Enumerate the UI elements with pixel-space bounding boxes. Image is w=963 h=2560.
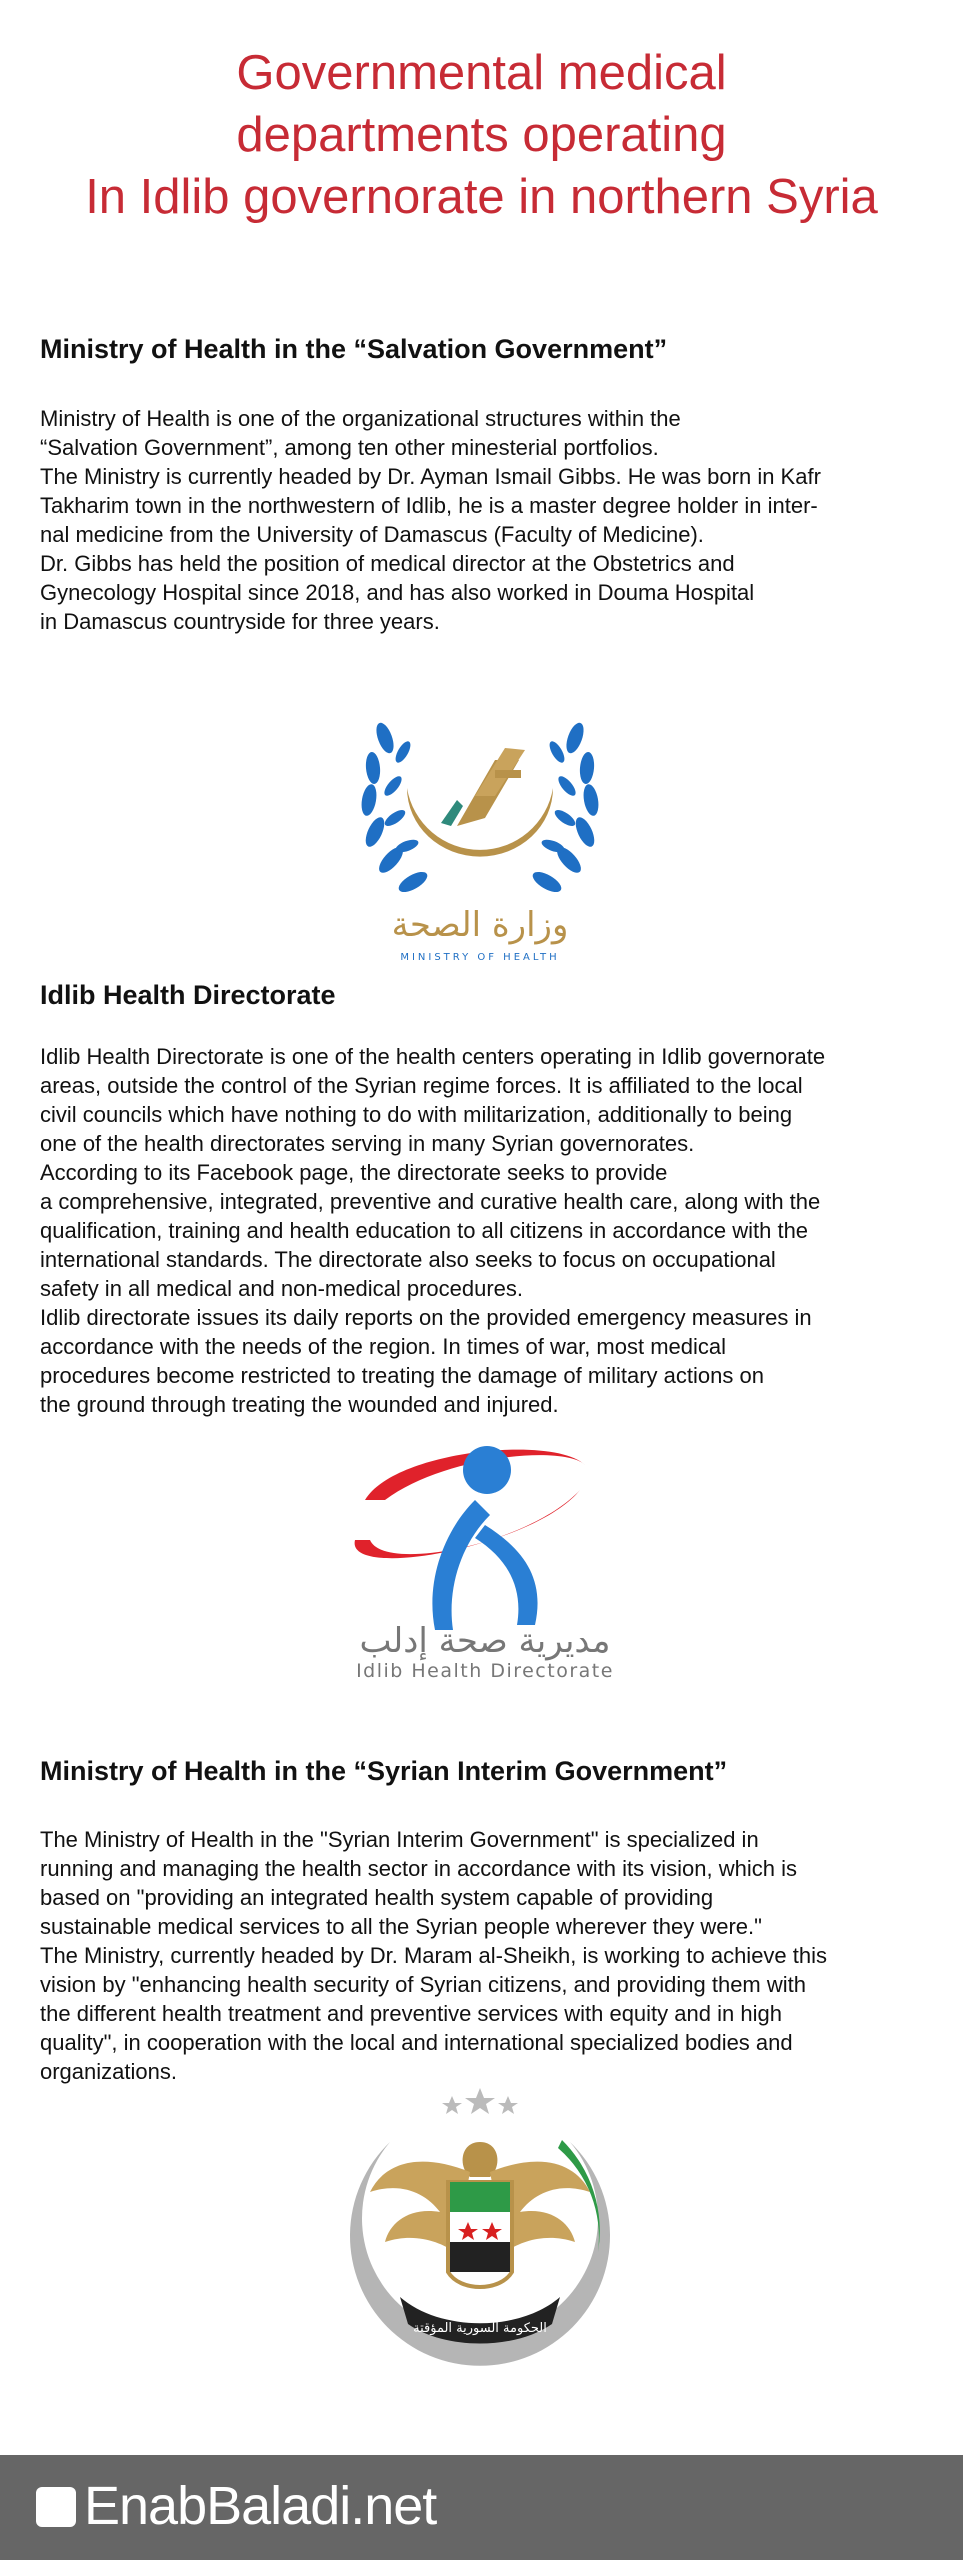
body-line: The Ministry is currently headed by Dr. Ayman Ismail Gibbs. He was born in Kafr <box>40 464 821 489</box>
body-line: nal medicine from the University of Damascus (Faculty of Medicine). <box>40 522 704 547</box>
body-line: safety in all medical and non-medical procedures. <box>40 1276 524 1301</box>
logo-latin-text: MINISTRY OF HEALTH <box>400 952 560 963</box>
body-line: Takharim town in the northwestern of Idlib, he is a master degree holder in inter- <box>40 493 818 518</box>
body-line: The Ministry of Health in the "Syrian Interim Government" is specialized in <box>40 1827 759 1852</box>
footer-brand: EnabBaladi.net <box>84 2476 437 2536</box>
body-line: areas, outside the control of the Syrian regime forces. It is affiliated to the local <box>40 1073 803 1098</box>
section-body-interim <box>40 1825 940 2086</box>
section-heading-idlib-directorate: Idlib Health Directorate <box>40 980 336 1010</box>
logo-arabic-text: وزارة الصحة <box>391 905 569 945</box>
body-line: Dr. Gibbs has held the position of medical director at the Obstetrics and <box>40 551 735 576</box>
enab-baladi-logo-icon <box>36 2487 76 2527</box>
section-body-salvation <box>40 404 940 636</box>
body-line: organizations. <box>40 2059 177 2084</box>
logo-latin-text: Idlib Health Directorate <box>356 1660 614 1682</box>
body-line: accordance with the needs of the region. In times of war, most medical <box>40 1334 727 1359</box>
body-line: one of the health directorates serving in many Syrian governorates. <box>40 1131 695 1156</box>
body-line: based on "providing an integrated health system capable of providing <box>40 1885 714 1910</box>
page-title <box>0 42 963 228</box>
body-line: in Damascus countryside for three years. <box>40 609 440 634</box>
section-body-idlib-directorate <box>40 1042 940 1419</box>
stars-icon <box>442 2088 518 2114</box>
body-line: Idlib Health Directorate is one of the health centers operating in Idlib governorate <box>40 1044 826 1069</box>
body-line: According to its Facebook page, the directorate seeks to provide <box>40 1160 668 1185</box>
logo-arabic-text: مديرية صحة إدلب <box>359 1621 611 1661</box>
title-line: departments operating <box>236 108 727 162</box>
idlib-health-directorate-logo <box>325 1430 645 1685</box>
body-line: quality", in cooperation with the local and international specialized bodies and <box>40 2030 793 2055</box>
body-line: Ministry of Health is one of the organizational structures within the <box>40 406 681 431</box>
human-figure-icon <box>355 1446 585 1630</box>
footer-bar <box>0 2455 963 2560</box>
body-line: the ground through treating the wounded and injured. <box>40 1392 559 1417</box>
body-line: procedures become restricted to treating the damage of military actions on <box>40 1363 764 1388</box>
title-line: Governmental medical <box>236 46 727 100</box>
body-line: the different health treatment and preventive services with equity and in high <box>40 2001 782 2026</box>
body-line: sustainable medical services to all the Syrian people wherever they were." <box>40 1914 762 1939</box>
body-line: Idlib directorate issues its daily reports on the provided emergency measures in <box>40 1305 812 1330</box>
body-line: The Ministry, currently headed by Dr. Maram al-Sheikh, is working to achieve this <box>40 1943 828 1968</box>
body-line: Gynecology Hospital since 2018, and has also worked in Douma Hospital <box>40 580 755 605</box>
body-line: international standards. The directorate also seeks to focus on occupational <box>40 1247 776 1272</box>
section-heading-interim: Ministry of Health in the “Syrian Interim Government” <box>40 1756 728 1786</box>
ministry-of-health-logo <box>345 678 615 968</box>
body-line: qualification, training and health education to all citizens in accordance with the <box>40 1218 809 1243</box>
body-line: vision by "enhancing health security of Syrian citizens, and providing them with <box>40 1972 806 1997</box>
body-line: running and managing the health sector in accordance with its vision, which is <box>40 1856 797 1881</box>
section-heading-salvation: Ministry of Health in the “Salvation Government” <box>40 334 668 364</box>
eagle-icon <box>370 2142 590 2287</box>
body-line: civil councils which have nothing to do with militarization, additionally to being <box>40 1102 793 1127</box>
body-line: a comprehensive, integrated, preventive and curative health care, along with the <box>40 1189 821 1214</box>
title-line: In Idlib governorate in northern Syria <box>85 170 878 224</box>
body-line: “Salvation Government”, among ten other minesterial portfolios. <box>40 435 659 460</box>
emblem-mark-icon <box>441 748 525 826</box>
logo-arabic-text: الحكومة السورية المؤقتة <box>413 2321 547 2336</box>
syrian-interim-government-logo <box>330 2082 630 2382</box>
